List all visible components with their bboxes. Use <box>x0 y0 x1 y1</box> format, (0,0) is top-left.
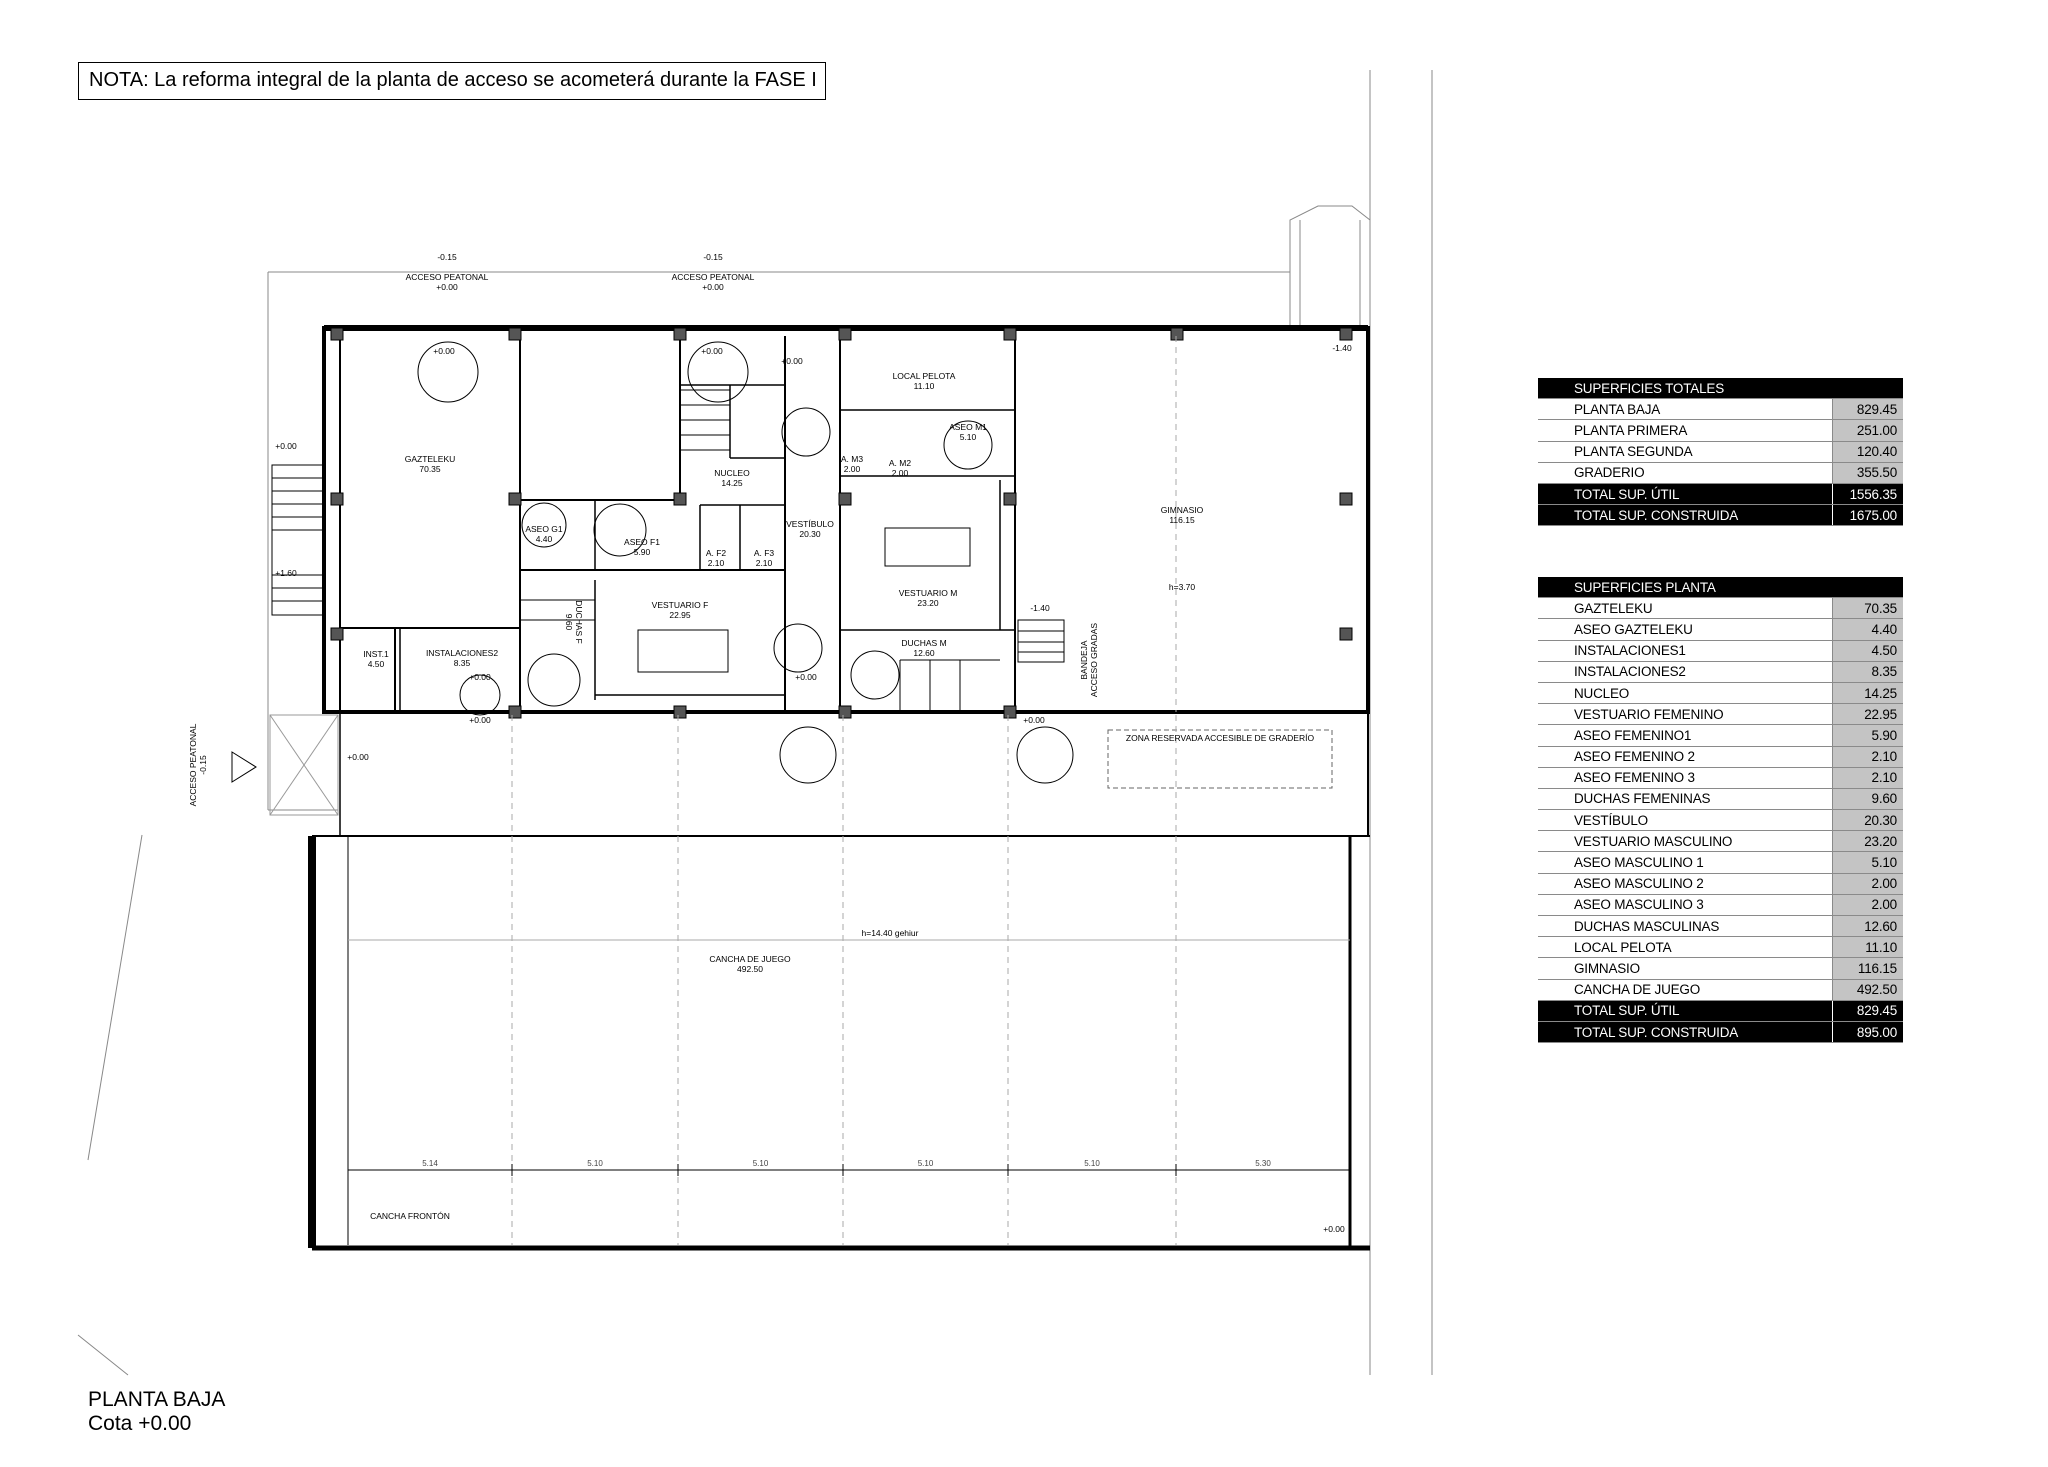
plan-title-name: PLANTA BAJA <box>88 1388 226 1411</box>
row-label: VESTUARIO FEMENINO <box>1538 704 1833 725</box>
row-value: 355.50 <box>1833 462 1904 483</box>
room-gimnasio: GIMNASIO <box>1160 505 1204 515</box>
row-label: ASEO MASCULINO 2 <box>1538 873 1833 894</box>
row-value: 4.40 <box>1833 619 1904 640</box>
room-nucleo-area: 14.25 <box>721 478 743 488</box>
room-local-pelota-area: 11.10 <box>913 381 935 391</box>
room-vestuario-m-area: 23.20 <box>917 598 939 608</box>
room-aseo-g1-area: 4.40 <box>535 534 553 544</box>
row-label: VESTÍBULO <box>1538 810 1833 831</box>
row-label: PLANTA SEGUNDA <box>1538 441 1833 462</box>
side-entrance <box>232 715 338 815</box>
plan-title-cota: Cota +0.00 <box>88 1412 192 1435</box>
room-gimnasio-area: 116.15 <box>1169 515 1195 525</box>
row-value: 251.00 <box>1833 420 1904 441</box>
acceso-peatonal-1: ACCESO PEATONAL <box>405 272 489 282</box>
row-value: 20.30 <box>1833 810 1904 831</box>
plan-title <box>88 1388 225 1436</box>
row-label: LOCAL PELOTA <box>1538 937 1833 958</box>
room-inst1: INST.1 <box>363 649 389 659</box>
row-value: 14.25 <box>1833 682 1904 703</box>
label-acceso-gradas: ACCESO GRADAS <box>1089 622 1099 698</box>
label-zona-reservada: ZONA RESERVADA ACCESIBLE DE GRADERÍO <box>1125 733 1315 743</box>
context-lines <box>78 70 1432 1375</box>
stairs <box>272 390 1064 662</box>
table-row <box>1538 420 1903 441</box>
room-inst2: INSTALACIONES2 <box>425 648 499 658</box>
row-label: GIMNASIO <box>1538 958 1833 979</box>
room-a-m2-area: 2.00 <box>891 468 909 478</box>
room-a-m3-area: 2.00 <box>843 464 861 474</box>
acceso-peatonal-2-level: +0.00 <box>702 282 724 292</box>
room-inst1-area: 4.50 <box>367 659 385 669</box>
table-row <box>1538 704 1903 725</box>
room-a-m2: A. M2 <box>888 458 912 468</box>
table-row <box>1538 661 1903 682</box>
table-row <box>1538 894 1903 915</box>
row-value: 2.10 <box>1833 767 1904 788</box>
room-inst2-area: 8.35 <box>453 658 471 668</box>
row-value: 492.50 <box>1833 979 1904 1000</box>
superficies-totales-table <box>1538 378 1903 526</box>
room-duchas-f: DUCHAS F <box>574 600 584 644</box>
row-label: TOTAL SUP. CONSTRUIDA <box>1538 505 1833 526</box>
table-row <box>1538 682 1903 703</box>
table-row <box>1538 937 1903 958</box>
room-cancha-juego-area: 492.50 <box>737 964 763 974</box>
row-label: ASEO FEMENINO 2 <box>1538 746 1833 767</box>
level-stair-top: +0.00 <box>275 441 297 451</box>
row-label: DUCHAS FEMENINAS <box>1538 788 1833 809</box>
structural-columns <box>331 328 1352 718</box>
level-top-2: -0.15 <box>703 252 723 262</box>
row-value: 2.10 <box>1833 746 1904 767</box>
acceso-peatonal-1-level: +0.00 <box>436 282 458 292</box>
room-a-f3-area: 2.10 <box>755 558 773 568</box>
level-vestibulo: +0.00 <box>781 356 803 366</box>
table-row <box>1538 788 1903 809</box>
room-a-m3: A. M3 <box>840 454 864 464</box>
row-value: 829.45 <box>1833 1000 1904 1021</box>
row-label: ASEO MASCULINO 1 <box>1538 852 1833 873</box>
room-aseo-m1-area: 5.10 <box>959 432 977 442</box>
room-vestibulo: VESTÍBULO <box>786 519 834 529</box>
table-row <box>1538 399 1903 420</box>
room-local-pelota: LOCAL PELOTA <box>892 371 956 381</box>
row-label: VESTUARIO MASCULINO <box>1538 831 1833 852</box>
table-row <box>1538 916 1903 937</box>
level-gym-ramp: -1.40 <box>1030 603 1050 613</box>
room-vestuario-f-area: 22.95 <box>669 610 691 620</box>
label-cancha-height: h=14.40 gehiur <box>861 928 919 938</box>
room-duchas-m: DUCHAS M <box>901 638 947 648</box>
dimension-label: 5.10 <box>1084 1159 1100 1168</box>
table-row <box>1538 810 1903 831</box>
level-corridor: +0.00 <box>347 752 369 762</box>
row-value: 5.10 <box>1833 852 1904 873</box>
level-vestf-door: +0.00 <box>795 672 817 682</box>
row-label: DUCHAS MASCULINAS <box>1538 916 1833 937</box>
dimension-label: 5.10 <box>752 1159 769 1168</box>
note-box: NOTA: La reforma integral de la planta de acceso se acometerá durante la FASE I <box>78 62 826 100</box>
table-row <box>1538 831 1903 852</box>
table-header-label: SUPERFICIES TOTALES <box>1538 378 1903 399</box>
level-gym-corner: -1.40 <box>1332 343 1352 353</box>
acceso-peatonal-side: ACCESO PEATONAL <box>188 723 198 807</box>
row-value: 1556.35 <box>1833 483 1904 504</box>
dimension-label: 5.10 <box>917 1159 934 1168</box>
room-a-f3: A. F3 <box>753 548 775 558</box>
row-label: NUCLEO <box>1538 682 1833 703</box>
level-inst2: +0.00 <box>469 672 491 682</box>
row-value: 22.95 <box>1833 704 1904 725</box>
table-row <box>1538 852 1903 873</box>
room-vestuario-m: VESTUARIO M <box>898 588 958 598</box>
acceso-peatonal-side-level: -0.15 <box>198 755 208 775</box>
row-label: CANCHA DE JUEGO <box>1538 979 1833 1000</box>
level-stair-bottom: +1.60 <box>275 568 297 578</box>
table-total-row <box>1538 483 1903 504</box>
level-top-1: -0.15 <box>437 252 457 262</box>
row-value: 70.35 <box>1833 598 1904 619</box>
room-vestibulo-area: 20.30 <box>799 529 821 539</box>
level-inst2-door: +0.00 <box>469 715 491 725</box>
room-gimnasio-height: h=3.70 <box>1168 582 1196 592</box>
row-value: 895.00 <box>1833 1021 1904 1042</box>
room-a-f2-area: 2.10 <box>707 558 725 568</box>
table-row <box>1538 746 1903 767</box>
room-duchas-f-area: 9.60 <box>564 613 574 631</box>
row-label: INSTALACIONES1 <box>1538 640 1833 661</box>
row-value: 9.60 <box>1833 788 1904 809</box>
table-header <box>1538 577 1903 598</box>
row-label: TOTAL SUP. ÚTIL <box>1538 1000 1833 1021</box>
dimension-label: 5.30 <box>1255 1159 1271 1168</box>
level-nucleo: +0.00 <box>701 346 723 356</box>
table-row <box>1538 640 1903 661</box>
row-label: PLANTA PRIMERA <box>1538 420 1833 441</box>
row-label: GAZTELEKU <box>1538 598 1833 619</box>
table-row <box>1538 462 1903 483</box>
row-value: 829.45 <box>1833 399 1904 420</box>
acceso-peatonal-2: ACCESO PEATONAL <box>671 272 755 282</box>
table-total-row <box>1538 1000 1903 1021</box>
row-label: ASEO FEMENINO1 <box>1538 725 1833 746</box>
label-cancha-fronton: CANCHA FRONTÓN <box>370 1211 450 1221</box>
row-value: 1675.00 <box>1833 505 1904 526</box>
dimension-label: 5.14 <box>422 1159 438 1168</box>
row-label: INSTALACIONES2 <box>1538 661 1833 682</box>
room-nucleo: NUCLEO <box>714 468 750 478</box>
row-value: 4.50 <box>1833 640 1904 661</box>
room-gazteleku: GAZTELEKU <box>404 454 456 464</box>
room-cancha-juego: CANCHA DE JUEGO <box>709 954 791 964</box>
room-vestuario-f: VESTUARIO F <box>651 600 709 610</box>
table-total-row <box>1538 505 1903 526</box>
room-gazteleku-area: 70.35 <box>419 464 441 474</box>
label-bandeja: BANDEJA <box>1079 640 1089 680</box>
row-label: ASEO GAZTELEKU <box>1538 619 1833 640</box>
table-row <box>1538 979 1903 1000</box>
row-label: ASEO MASCULINO 3 <box>1538 894 1833 915</box>
table-header <box>1538 378 1903 399</box>
room-a-f2: A. F2 <box>705 548 727 558</box>
table-row <box>1538 725 1903 746</box>
level-gazteleku: +0.00 <box>433 346 455 356</box>
table-total-row <box>1538 1021 1903 1042</box>
dimension-line <box>348 1164 1350 1176</box>
table-row <box>1538 767 1903 788</box>
row-value: 120.40 <box>1833 441 1904 462</box>
row-value: 116.15 <box>1833 958 1904 979</box>
table-row <box>1538 873 1903 894</box>
row-label: PLANTA BAJA <box>1538 399 1833 420</box>
room-aseo-m1: ASEO M1 <box>949 422 987 432</box>
room-aseo-g1: ASEO G1 <box>525 524 563 534</box>
row-label: GRADERIO <box>1538 462 1833 483</box>
row-value: 12.60 <box>1833 916 1904 937</box>
dimension-label: 5.10 <box>587 1159 603 1168</box>
table-row <box>1538 619 1903 640</box>
row-value: 23.20 <box>1833 831 1904 852</box>
dimension-labels <box>422 1159 1271 1168</box>
level-gym-door: +0.00 <box>1023 715 1045 725</box>
row-value: 2.00 <box>1833 873 1904 894</box>
row-value: 5.90 <box>1833 725 1904 746</box>
superficies-planta-table <box>1538 577 1903 1043</box>
table-row <box>1538 598 1903 619</box>
row-label: TOTAL SUP. CONSTRUIDA <box>1538 1021 1833 1042</box>
row-value: 8.35 <box>1833 661 1904 682</box>
room-duchas-m-area: 12.60 <box>913 648 935 658</box>
row-value: 11.10 <box>1833 937 1904 958</box>
row-value: 2.00 <box>1833 894 1904 915</box>
room-aseo-f1-area: 5.90 <box>633 547 651 557</box>
table-row <box>1538 958 1903 979</box>
table-row <box>1538 441 1903 462</box>
row-label: TOTAL SUP. ÚTIL <box>1538 483 1833 504</box>
level-cancha: +0.00 <box>1323 1224 1345 1234</box>
room-aseo-f1: ASEO F1 <box>624 537 660 547</box>
table-header-label: SUPERFICIES PLANTA <box>1538 577 1903 598</box>
row-label: ASEO FEMENINO 3 <box>1538 767 1833 788</box>
